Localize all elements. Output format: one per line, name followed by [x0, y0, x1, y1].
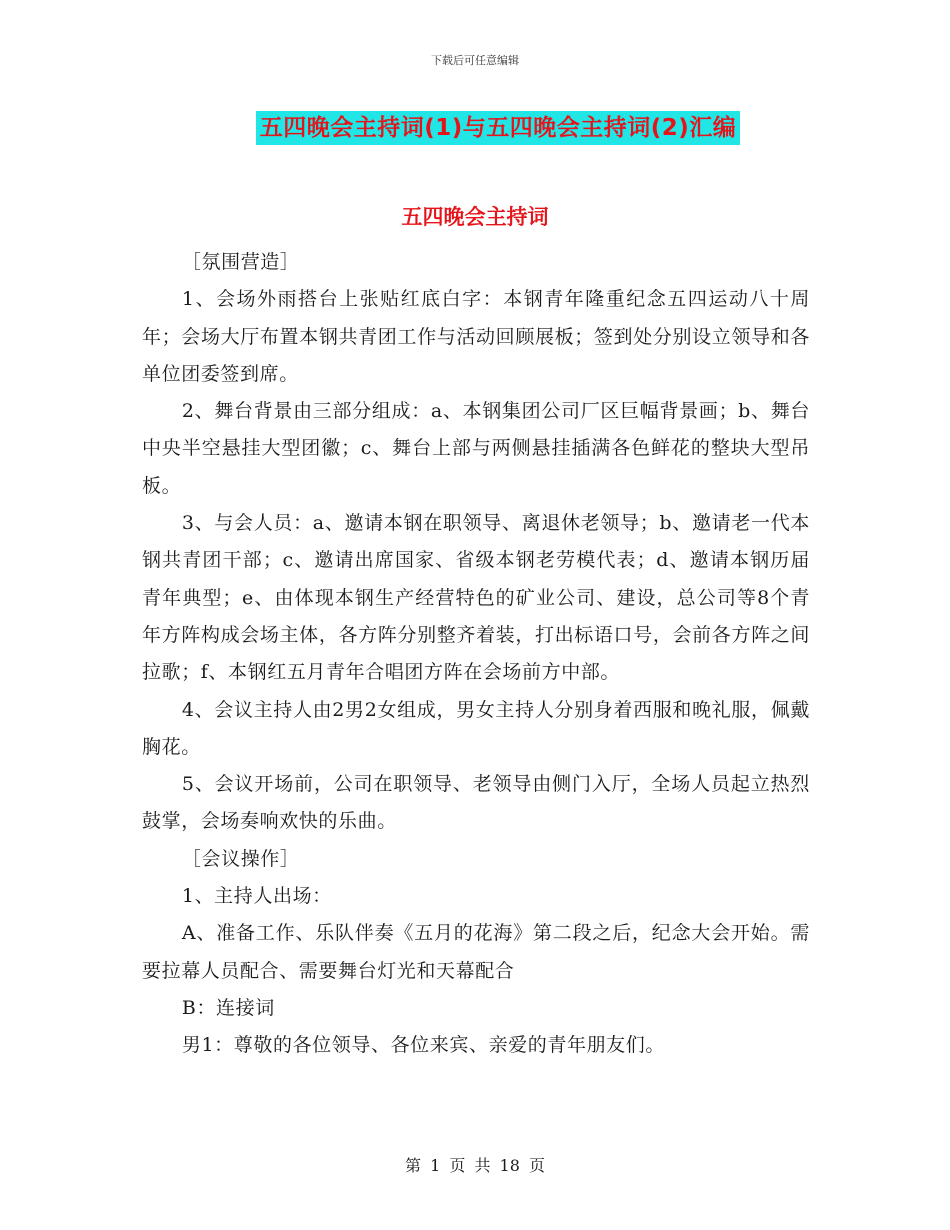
paragraph-item-4: 4、会议主持人由2男2女组成，男女主持人分别身着西服和晚礼服，佩戴胸花。 [142, 698, 810, 758]
paragraph-host-entrance: 1、主持人出场： [181, 885, 332, 908]
section-title: 五四晚会主持词 [401, 205, 549, 229]
header-note: 下载后可任意编辑 [431, 54, 519, 67]
paragraph-connecting-words: B：连接词 [181, 996, 275, 1019]
document-title: 五四晚会主持词(1)与五四晚会主持词(2)汇编 [256, 111, 741, 145]
paragraph-male-host-1: 男1：尊敬的各位领导、各位来宾、亲爱的青年朋友们。 [181, 1034, 665, 1057]
main-title-container [0, 111, 950, 145]
paragraph-preparation: A、准备工作、乐队伴奏《五月的花海》第二段之后，纪念大会开始。需要拉幕人员配合、需要舞台灯光和天幕配合 [142, 922, 810, 982]
paragraph-operation-heading: ［会议操作］ [181, 847, 300, 870]
page-footer: 第 1 页 共 18 页 [405, 1156, 545, 1175]
paragraph-item-5: 5、会议开场前，公司在职领导、老领导由侧门入厅，全场人员起立热烈鼓掌，会场奏响欢快的乐曲。 [142, 773, 810, 833]
paragraph-atmosphere-heading: ［氛围营造］ [181, 251, 300, 273]
paragraph-item-2: 2、舞台背景由三部分组成：a、本钢集团公司厂区巨幅背景画；b、舞台中央半空悬挂大型团徽；c、舞台上部与两侧悬挂插满各色鲜花的整块大型吊板。 [142, 400, 810, 497]
document-body [142, 244, 810, 1065]
paragraph-item-1: 1、会场外雨搭台上张贴红底白字：本钢青年隆重纪念五四运动八十周年；会场大厅布置本钢共青团工作与活动回顾展板；签到处分别设立领导和各单位团委签到席。 [142, 288, 810, 385]
paragraph-item-3: 3、与会人员：a、邀请本钢在职领导、离退休老领导；b、邀请老一代本钢共青团干部；c、邀请出席国家、省级本钢老劳模代表；d、邀请本钢历届青年典型；e、由体现本钢生产经营特色的矿业公司、建设，总公司等8个青年方阵构成会场主体，各方阵分别整齐着装，打出标语口号，会前各方阵之间拉歌；f、本钢红五月青年合唱团方阵在会场前方中部。 [142, 512, 810, 684]
